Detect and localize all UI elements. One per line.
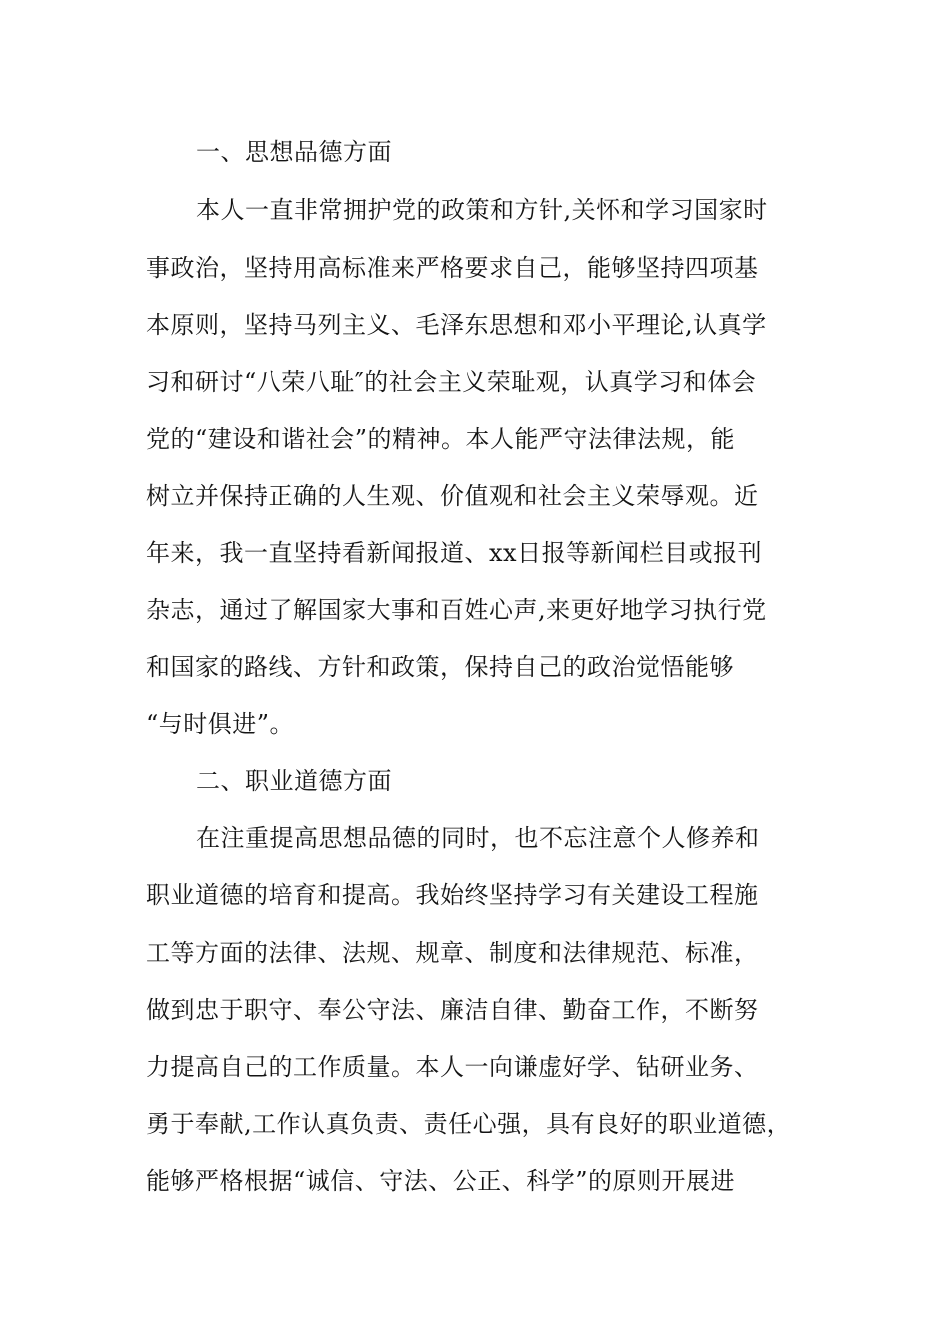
paragraph-line: 在注重提高思想品德的同时，也不忘注意个人修养和 <box>196 824 760 852</box>
paragraph-line: “与时俱进”。 <box>146 710 295 738</box>
paragraph-line: 工等方面的法律、法规、规章、制度和法律规范、标准， <box>146 939 759 967</box>
paragraph-line: 本原则，坚持马列主义、毛泽东思想和邓小平理论,认真学 <box>146 311 767 339</box>
paragraph-line: 树立并保持正确的人生观、价值观和社会主义荣辱观。近 <box>146 482 759 510</box>
paragraph-line: 勇于奉献,工作认真负责、责任心强，具有良好的职业道德， <box>146 1110 792 1138</box>
paragraph-line: 职业道德的培育和提高。我始终坚持学习有关建设工程施 <box>146 881 759 909</box>
paragraph-line: 做到忠于职守、奉公守法、廉洁自律、勤奋工作，不断努 <box>146 996 759 1024</box>
paragraph-line: 本人一直非常拥护党的政策和方针,关怀和学习国家时 <box>196 196 768 224</box>
section-heading-2: 二、职业道德方面 <box>196 767 392 795</box>
paragraph-line: 和国家的路线、方针和政策，保持自己的政治觉悟能够 <box>146 653 734 681</box>
paragraph-line: 习和研讨“八荣八耻″的社会主义荣耻观，认真学习和体会 <box>146 368 757 396</box>
paragraph-line: 年来，我一直坚持看新闻报道、xx日报等新闻栏目或报刊 <box>146 539 763 567</box>
paragraph-line: 党的“建设和谐社会”的精神。本人能严守法律法规，能 <box>146 425 736 453</box>
section-heading-1: 一、思想品德方面 <box>196 138 392 166</box>
paragraph-line: 杂志，通过了解国家大事和百姓心声,来更好地学习执行党 <box>146 596 767 624</box>
paragraph-line: 事政治，坚持用高标准来严格要求自己，能够坚持四项基 <box>146 254 759 282</box>
paragraph-line: 力提高自己的工作质量。本人一向谦虚好学、钻研业务、 <box>146 1053 759 1081</box>
paragraph-line: 能够严格根据“诚信、守法、公正、科学”的原则开展进 <box>146 1167 736 1195</box>
